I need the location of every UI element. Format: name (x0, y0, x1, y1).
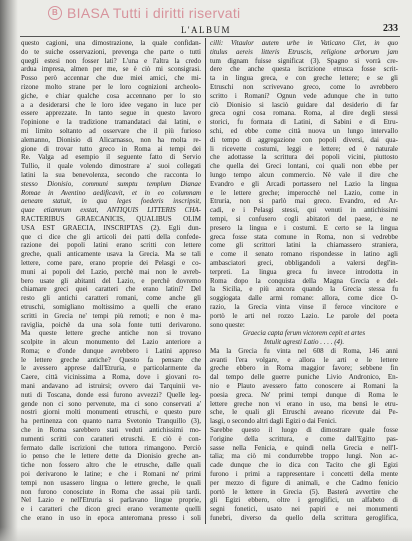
text-line: che quella dei Greci lontani, coi quali non ebbe per (210, 162, 398, 171)
text-line: sche, le quali gli Etruschi aveano ricevute dai Pe- (210, 408, 398, 417)
watermark-logo-icon: B (48, 6, 62, 20)
watermark-text: BIASA Tutti i diritti riservati (67, 5, 241, 21)
right-column (210, 39, 398, 523)
text-line: sasse nella Fenicia, e quindi nella Grecia e nell'I- (210, 443, 398, 452)
text-line: non furono conosciute in Roma che assai più tardi. (21, 487, 201, 496)
text-line: greca ogni cosa romana. Roma, al dire degli stessi (210, 109, 398, 118)
text-line: e i caratteri che dicon greci erano veramente quelli (21, 505, 201, 514)
text-line: RACTERIBUS GRAECANICIS, QUALIBUS OLIM (21, 214, 201, 223)
text-line: nuti di Toscana, donde essi furono avvezzi? Quelle leg- (21, 390, 201, 399)
text-line: talia; ma ciò mi condurrebbe troppo lungi. Non ac- (210, 452, 398, 461)
text-line: ardua impresa, almen per me, se è ciò mi sconsigrasi. (21, 65, 201, 74)
text-line: raviglia, poichè da una sola fonte tutti derivarono. (21, 320, 201, 329)
text-line: Posso però accennar che due miei amici, che mi- (21, 74, 201, 83)
text-line: cadi, e i Pelasgi stessi, qui venuti in antichissimi (210, 206, 398, 215)
text-line: mani andavano ad istruirsi; ovvero dai Tarquinii ve- (21, 382, 201, 391)
page-bottom-shade (0, 527, 412, 541)
text-line: latini la sua benevolenza, secondo che racconta lo (21, 170, 201, 179)
text-line: aeneam statuit, in qua leges foederis inscripsit, (21, 197, 201, 206)
text-line: greche ebbero in Roma maggior favore; sebbene fin (210, 364, 398, 373)
text-line: tum dignam fuisse significat (3). Spagno si vorrà cre- (210, 56, 398, 65)
text-line: lettere, come pare, erano proprie dei Pelasgi e co- (21, 258, 201, 267)
text-line: dere che anche questa iscrizione etrusca fosse scrit- (210, 65, 398, 74)
text-line: soggiogata dalle armi romane: allora, come dice O- (210, 294, 398, 303)
text-line: USA EST GRAECIA, INSCRIPTAS (2). Egli dun- (21, 223, 201, 232)
left-column (21, 39, 201, 523)
text-line: do te suiche osservazioni, prevenga che parte o tutti (21, 47, 201, 56)
text-line: a a desiderarsi che le loro idee vegano in luce per (21, 100, 201, 109)
verse-line: Intulit agresti Latio . . . . (4). (263, 338, 345, 347)
text-line: gione di trovar tutto greco in Roma ai tempi dei (21, 144, 201, 153)
text-line: furono i primi a rappresentare i concetti della mente (210, 470, 398, 479)
text-line: nostri giorni molti monumenti etruschi, e questo pure (21, 408, 201, 417)
running-head-title: L'ALBUM (180, 25, 232, 35)
text-line: Re. Valga ad esempio il seguente fatto di Servio (21, 153, 201, 162)
text-line: cade dunque che io dica con Tacito che gli Egizi (210, 461, 398, 470)
text-line: di tempo di aggregazione con popoli diversi, dai qua- (210, 135, 398, 144)
text-line: que ci dice che gli articoli dei patti della confede- (21, 232, 201, 241)
text-line: Tullio, il quale volendo dimostrare a' suoi collegati (21, 162, 201, 171)
text-line: gende non ci sono pervenute, ma ci sono conservati a' (21, 399, 201, 408)
text-line: lasgi, o secondo altri dagli Egizi o dai Fenici. (210, 417, 337, 426)
text-line: portò le arti nel rozzo Lazio. Le parole del poeta (210, 311, 398, 320)
text-line: essere apprezzate. In tanto segue in questo lavoro (21, 109, 201, 118)
text-line: Nel Lazio e nell'Etruria si parlavano lingue proprie, (21, 496, 201, 505)
text-line: nio e Plauto avessero fatto conoscere ai Romani la (210, 382, 398, 391)
text-line: tempi, si confusero cogli abitatori del paese, e ne (210, 214, 398, 223)
text-line: io penso che le lettere dette da Dionisio greche an- (21, 452, 201, 461)
text-line: che in Roma sarebbero stati veduti antichissimi mo- (21, 426, 201, 435)
column-divider (205, 38, 206, 524)
text-line: per mezzo di figure di animali, e che Cadmo fenicio (210, 478, 398, 487)
text-line: scritti in Grecia ne' tempi più remoti; e non è ma- (21, 311, 201, 320)
text-line: la Sicilia, e più ancora quando la Grecia stessa fu (210, 285, 398, 294)
text-line: funebri, diverso da quello della scrittura geroglifica, (210, 514, 398, 523)
text-line: terpreti. La lingua greca fu invece introdotta in (210, 267, 398, 276)
text-line: ta in lingua greca, e con greche lettere; e se gli (210, 74, 398, 83)
text-line: lungo tempo alcun commercio. Nè vale il dire che (210, 170, 398, 179)
text-line: tempi non usassero lingua o lettere greche, le quali (21, 478, 201, 487)
text-line: presero la lingua e i costumi. E certo se la lingua (210, 223, 398, 232)
text-line: gli Egizi ebbero, oltre i geroglifici, un alfabeto di (210, 496, 398, 505)
text-line: poesia greca. Ne' primi tempi dunque di Roma le (210, 390, 398, 399)
text-line: lettere greche non vi erano in uso, ma bensì le etru- (210, 399, 398, 408)
text-line: alemanno, Dionisio di Alicarnasso, non ha molta re- (21, 135, 201, 144)
text-line: che erano in uso in epoca anteromana presso i soli (21, 514, 201, 523)
text-line: Etruria, non si parlò mai greco. Evandro, ed Ar- (210, 197, 398, 206)
text-line: razione dei popoli latini erano scritti con lettere (21, 241, 201, 250)
binding-shadow (0, 0, 18, 541)
text-line: cilli: Vitaulor autem urbe in Vaticano Clet, in quo (210, 39, 398, 47)
text-line: muni ai popoli del Lazio, perchè mai non le avreb- (21, 267, 201, 276)
text-line: dal tempo delle guerre puniche Livio Andronico, En- (210, 373, 398, 382)
text-line: come gli scrittori latini la chiamassero straniera, (210, 241, 398, 250)
text-line: quae etiamnum exstat, ANTIQUIS LITTERIS CHA- (21, 206, 201, 215)
text-line: Ma queste lettere greche antiche non si trovano (21, 329, 201, 338)
text-line: che adottasse la scrittura dei popoli vicini, piuttosto (210, 153, 398, 162)
text-line: Etruschi non scrivevano greco, come lo avrebbero (210, 82, 398, 91)
text-line: rizone molto strane per le loro cognizioni archeolo- (21, 82, 201, 91)
text-line: le lettere greche antiche? Questo fa pensare che (21, 355, 201, 364)
text-line: Romae in Aventino aedificavit, et in eo columnam (21, 188, 201, 197)
text-line: li ricevette costumi, leggi e lettere; ed è naturale (210, 144, 398, 153)
verse-line: Graecia capta ferum victorem cepit et artes (242, 329, 366, 338)
text-line: fermato dalle iscrizioni che tuttora rimangono. Perciò (21, 443, 201, 452)
text-line: poi derivarono le latine; e che i Romani ne' primi (21, 470, 201, 479)
text-line: e come il senato romano rispondesse in latino agli (210, 250, 398, 259)
text-line: Sarebbe questo il luogo di dimostrare quale fosse (210, 426, 398, 435)
text-line: bero usate gli abitanti del Lazio, e perchè dovremo (21, 276, 201, 285)
text-line: greca fosse stata comune in Roma, non si vedrebbe (210, 232, 398, 241)
text-line: ambasciatori greci, obbligandoli a valersi degl'in- (210, 258, 398, 267)
text-line: stesso Dionisio, communi sumptu templum Dianae (21, 179, 201, 188)
text-line: scritto i Romani? Ognun vede adunque che in tutto (210, 91, 398, 100)
text-line: le avessero apprese dall'Etruria, e particolarmente da (21, 364, 201, 373)
text-line: Caere, città vicinissima a Roma, dove i giovani ro- (21, 373, 201, 382)
text-line: portò le lettere in Grecia (5). Basterà avvertire che (210, 487, 398, 496)
page-number: 233 (383, 23, 398, 34)
text-line: Ma la Grecia fu vinta nel 608 di Roma, 146 anni (210, 346, 398, 355)
watermark (48, 4, 240, 22)
text-line: greche, quali anticamente usava la Grecia. Ma se tali (21, 250, 201, 259)
text-line: etruschi, somigliano moltissimo a quelli che erano (21, 302, 201, 311)
text-line: scolpite in alcun monumento del Lazio anteriore a (21, 338, 201, 347)
text-line: ciò Dionisio si lasciò guidare dal desiderio di far (210, 100, 398, 109)
text-line: chiamare greci quei caratteri che erano latini? Del (21, 285, 201, 294)
text-line: razio, la Grecia vinta vinse il feroce vincitore e (210, 302, 398, 311)
text-line: quegli estesi non fosser lati? L'una e l'altra la credo (21, 56, 201, 65)
text-line: sono queste: (210, 320, 245, 329)
text-line: ha pertinenza con quanto narra Svetonio Tranquillo (3), (21, 417, 201, 426)
text-line: resto gli antichi caratteri romani, come anche gli (21, 294, 201, 303)
text-line: numenti scritti con caratteri etruschi. E ciò è con- (21, 434, 201, 443)
text-line: e le lettere greche; imperocchè nel Lazio, come in (210, 188, 398, 197)
text-line: l'opinione e la tradizione tramandataci dai latini, e (21, 118, 201, 127)
text-line: titulus aereis litteris Etruscis, religione arborum jam (210, 47, 398, 56)
text-line: mi limito soltanto ad osservare che il più furioso (21, 126, 201, 135)
text-line: Roma; e d'onde dunque avrebbero i Latini appreso (21, 346, 201, 355)
text-line: giche, e chiar qualche cosa accennano per lo sto (21, 91, 201, 100)
text-line: segni fonetici, usato nei papiri e nei monumenti (210, 505, 398, 514)
header-rule (20, 36, 400, 37)
text-line: Roma dopo la conquista della Magna Grecia e del- (210, 276, 398, 285)
text-line: l'origine della scrittura, e come dall'Egitto pas- (210, 434, 398, 443)
text-line: schi, ed ebbe come città nuova un lungo intervallo (210, 126, 398, 135)
text-line: Evandro e gli Arcadi portassero nel Lazio la lingua (210, 179, 398, 188)
text-line: questo cagioni, una dimostrazione, la quale confidan- (21, 39, 201, 47)
text-line: tiche non fossero altro che le etrusche, dalle quali (21, 461, 201, 470)
text-line: avanti l'era volgare, e allora le arti e le lettere (210, 355, 398, 364)
text-line: storici, fu formata di Latini, di Sabini e di Etru- (210, 118, 398, 127)
